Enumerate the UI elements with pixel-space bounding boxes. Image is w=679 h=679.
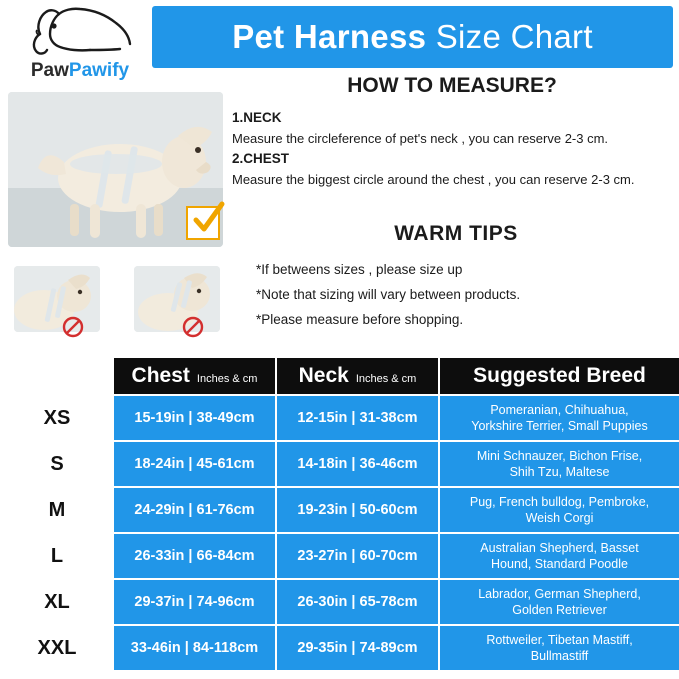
row-breed-xs: Pomeranian, Chihuahua, Yorkshire Terrier, Small Puppies (439, 395, 679, 441)
page-title (232, 18, 593, 56)
page-header-banner (152, 6, 673, 68)
table-header-row (1, 357, 679, 395)
measure-step-2-text: Measure the biggest circle around the chest , you can reserve 2-3 cm. (232, 171, 635, 187)
measure-step-1-label: 1.NECK (232, 110, 282, 125)
size-chart-table (0, 356, 679, 672)
table-header-chest-main: Chest (131, 364, 190, 387)
row-breed-xxl: Rottweiler, Tibetan Mastiff, Bullmastiff (439, 625, 679, 671)
row-breed-m: Pug, French bulldog, Pembroke, Weish Corgi (439, 487, 679, 533)
how-to-measure-section (232, 74, 672, 190)
row-neck-xs: 12-15in | 31-38cm (276, 395, 439, 441)
check-mark-icon (188, 198, 228, 238)
row-size-xl: XL (1, 579, 113, 625)
warm-tips-title: WARM TIPS (394, 222, 518, 245)
row-chest-xl: 29-37in | 74-96cm (113, 579, 276, 625)
table-row (1, 579, 679, 625)
warm-tips-line-2: *Note that sizing will vary between products. (256, 286, 521, 302)
row-size-s: S (1, 441, 113, 487)
row-neck-xl: 26-30in | 65-78cm (276, 579, 439, 625)
measure-step-1-text: Measure the circleference of pet's neck , you can reserve 2-3 cm. (232, 130, 609, 146)
row-chest-xxl: 33-46in | 84-118cm (113, 625, 276, 671)
row-breed-s: Mini Schnauzer, Bichon Frise, Shih Tzu, Maltese (439, 441, 679, 487)
table-row (1, 487, 679, 533)
row-size-l: L (1, 533, 113, 579)
row-chest-m: 24-29in | 61-76cm (113, 487, 276, 533)
row-chest-l: 26-33in | 66-84cm (113, 533, 276, 579)
row-chest-s: 18-24in | 45-61cm (113, 441, 276, 487)
row-neck-m: 19-23in | 50-60cm (276, 487, 439, 533)
row-size-m: M (1, 487, 113, 533)
table-header-chest (113, 357, 276, 395)
brand-name-part1: Paw (30, 60, 69, 81)
row-neck-s: 14-18in | 36-46cm (276, 441, 439, 487)
brand-logo (8, 4, 148, 90)
table-header-size (1, 357, 113, 395)
row-neck-l: 23-27in | 60-70cm (276, 533, 439, 579)
table-header-neck-sub: Inches & cm (355, 373, 417, 385)
no-entry-icon (182, 316, 204, 338)
warm-tips-line-3: *Please measure before shopping. (256, 311, 464, 327)
table-header-breed (439, 357, 679, 395)
brand-name-part2: Pawify (68, 60, 130, 81)
table-row (1, 395, 679, 441)
row-size-xxl: XXL (1, 625, 113, 671)
how-to-measure-title: HOW TO MEASURE? (347, 74, 557, 97)
table-row (1, 625, 679, 671)
no-entry-icon (62, 316, 84, 338)
table-header-chest-sub: Inches & cm (196, 373, 258, 385)
row-breed-xl: Labrador, German Shepherd, Golden Retriever (439, 579, 679, 625)
row-neck-xxl: 29-35in | 74-89cm (276, 625, 439, 671)
measure-step-2-label: 2.CHEST (232, 151, 290, 167)
warm-tips-line-1: *If betweens sizes , please size up (256, 262, 463, 277)
table-row (1, 533, 679, 579)
table-header-neck (276, 357, 439, 395)
dog-photo-incorrect-b (134, 266, 220, 332)
table-header-breed-label: Suggested Breed (473, 364, 646, 387)
row-breed-l: Australian Shepherd, Basset Hound, Standard Poodle (439, 533, 679, 579)
row-size-xs: XS (1, 395, 113, 441)
warm-tips-section (240, 222, 672, 333)
page-title-bold: Pet Harness (232, 18, 427, 55)
dog-photo-incorrect-a (14, 266, 100, 332)
table-header-neck-main: Neck (298, 364, 349, 387)
dog-head-icon (30, 4, 134, 56)
row-chest-xs: 15-19in | 38-49cm (113, 395, 276, 441)
brand-name (14, 60, 146, 82)
table-row (1, 441, 679, 487)
page-title-light: Size Chart (435, 18, 593, 55)
